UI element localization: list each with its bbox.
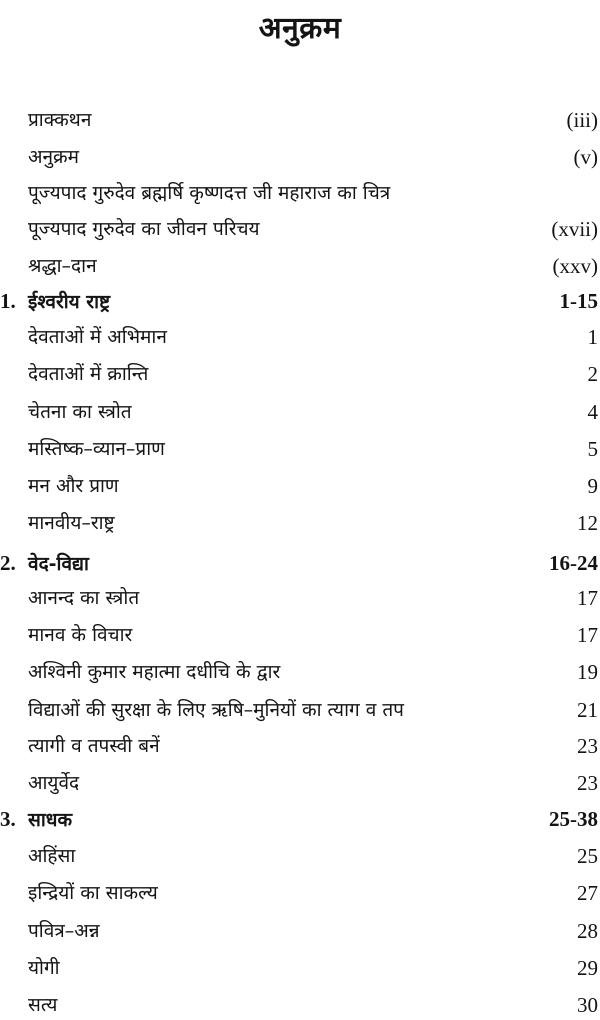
entry-title [28,434,165,464]
page-number: 12 [577,511,598,535]
toc-entry [0,695,600,725]
entry-label: ईश्वरीय राष्ट्र [28,291,111,313]
toc-entry [0,916,600,946]
chapter-number: 3. [0,807,16,831]
toc-entry [0,841,600,871]
toc-entry [0,142,600,172]
entry-title [28,105,91,135]
entry-title [28,471,119,501]
chapter-page-range: 16-24 [549,551,598,575]
toc-entry [0,251,600,281]
chapter-row [0,286,600,316]
entry-label: प्राक्कथन [28,109,92,131]
toc-entry [0,878,600,908]
entry-title [28,657,280,687]
entry-title [28,508,115,538]
entry-label: योगी [28,957,60,979]
entry-label: विद्याओं की सुरक्षा के लिए ऋषि–मुनियों का त्याग व तप [28,699,404,721]
entry-title [28,916,100,946]
toc-entry [0,471,600,501]
page-number: 21 [577,698,598,722]
toc-entry [0,990,600,1020]
page-number: 25 [577,844,598,868]
entry-label: त्यागी व तपस्वी बनें [28,735,160,757]
page-number: 23 [577,771,598,795]
entry-title [28,322,167,352]
entry-title [28,251,97,281]
toc-entry [0,214,600,244]
entry-label: इन्द्रियों का साकल्य [28,882,158,904]
entry-title [28,878,158,908]
chapter-row [0,548,600,578]
entry-title [28,178,390,208]
entry-label: देवताओं में क्रान्ति [28,363,149,385]
toc-entry [0,322,600,352]
entry-label: मानव के विचार [28,624,133,646]
entry-title [28,695,404,725]
chapter-number: 2. [0,551,16,575]
page-number: (iii) [566,108,598,132]
entry-label: मस्तिष्क–व्यान–प्राण [28,438,165,460]
page-number: 2 [587,362,598,386]
entry-label: अहिंसा [28,845,76,867]
page-number: 19 [577,660,598,684]
entry-label: देवताओं में अभिमान [28,326,167,348]
toc-entry [0,731,600,761]
entry-title [28,142,79,172]
toc-entry [0,434,600,464]
entry-title [28,583,139,613]
chapter-title [0,804,72,835]
entry-title [28,731,160,761]
toc-entry [0,178,600,208]
entry-label: साधक [28,809,73,831]
page-number: 1 [587,325,598,349]
page-title: अनुक्रम [258,11,342,46]
page-number: (v) [573,145,598,169]
chapter-title [0,286,110,317]
entry-label: चेतना का स्त्रोत [28,401,132,423]
page-number: 9 [587,474,598,498]
entry-label: आयुर्वेद [28,772,80,794]
entry-label: सत्य [28,994,58,1016]
page-number: 17 [577,586,598,610]
entry-title [28,397,132,427]
entry-title [28,620,132,650]
page-number: 27 [577,881,598,905]
entry-label: पूज्यपाद गुरुदेव ब्रह्मर्षि कृष्णदत्त जी महाराज का चित्र [28,182,391,204]
entry-title [28,953,60,983]
chapter-page-range: 1-15 [559,289,598,313]
entry-title [28,768,79,798]
toc-entry [0,508,600,538]
entry-label: आनन्द का स्त्रोत [28,587,140,609]
page-number: 23 [577,734,598,758]
toc-entry [0,953,600,983]
entry-title [28,841,75,871]
entry-label: वेद-विद्या [28,553,89,575]
page-number: 17 [577,623,598,647]
chapter-page-range: 25-38 [549,807,598,831]
toc-entry [0,768,600,798]
page-number: 29 [577,956,598,980]
entry-label: मन और प्राण [28,475,119,497]
entry-label: अश्विनी कुमार महात्मा दधीचि के द्वार [28,661,281,683]
chapter-row [0,804,600,834]
entry-title [28,214,260,244]
toc-entry [0,583,600,613]
toc-entry [0,657,600,687]
page-number: 4 [587,400,598,424]
page-number: 30 [577,993,598,1017]
entry-label: मानवीय–राष्ट्र [28,512,115,534]
chapter-number: 1. [0,289,16,313]
toc-entry [0,397,600,427]
page-number: 5 [587,437,598,461]
entry-label: पवित्र–अन्न [28,920,100,942]
toc-entry [0,359,600,389]
entry-label: अनुक्रम [28,146,80,168]
page-number: 28 [577,919,598,943]
entry-label: पूज्यपाद गुरुदेव का जीवन परिचय [28,218,260,240]
chapter-title [0,548,89,579]
entry-title [28,990,57,1020]
entry-title [28,359,148,389]
page-number: (xxv) [552,254,598,278]
toc-entry [0,105,600,135]
page-number: (xvii) [551,217,598,241]
toc-entry [0,620,600,650]
entry-label: श्रद्धा–दान [28,255,97,277]
